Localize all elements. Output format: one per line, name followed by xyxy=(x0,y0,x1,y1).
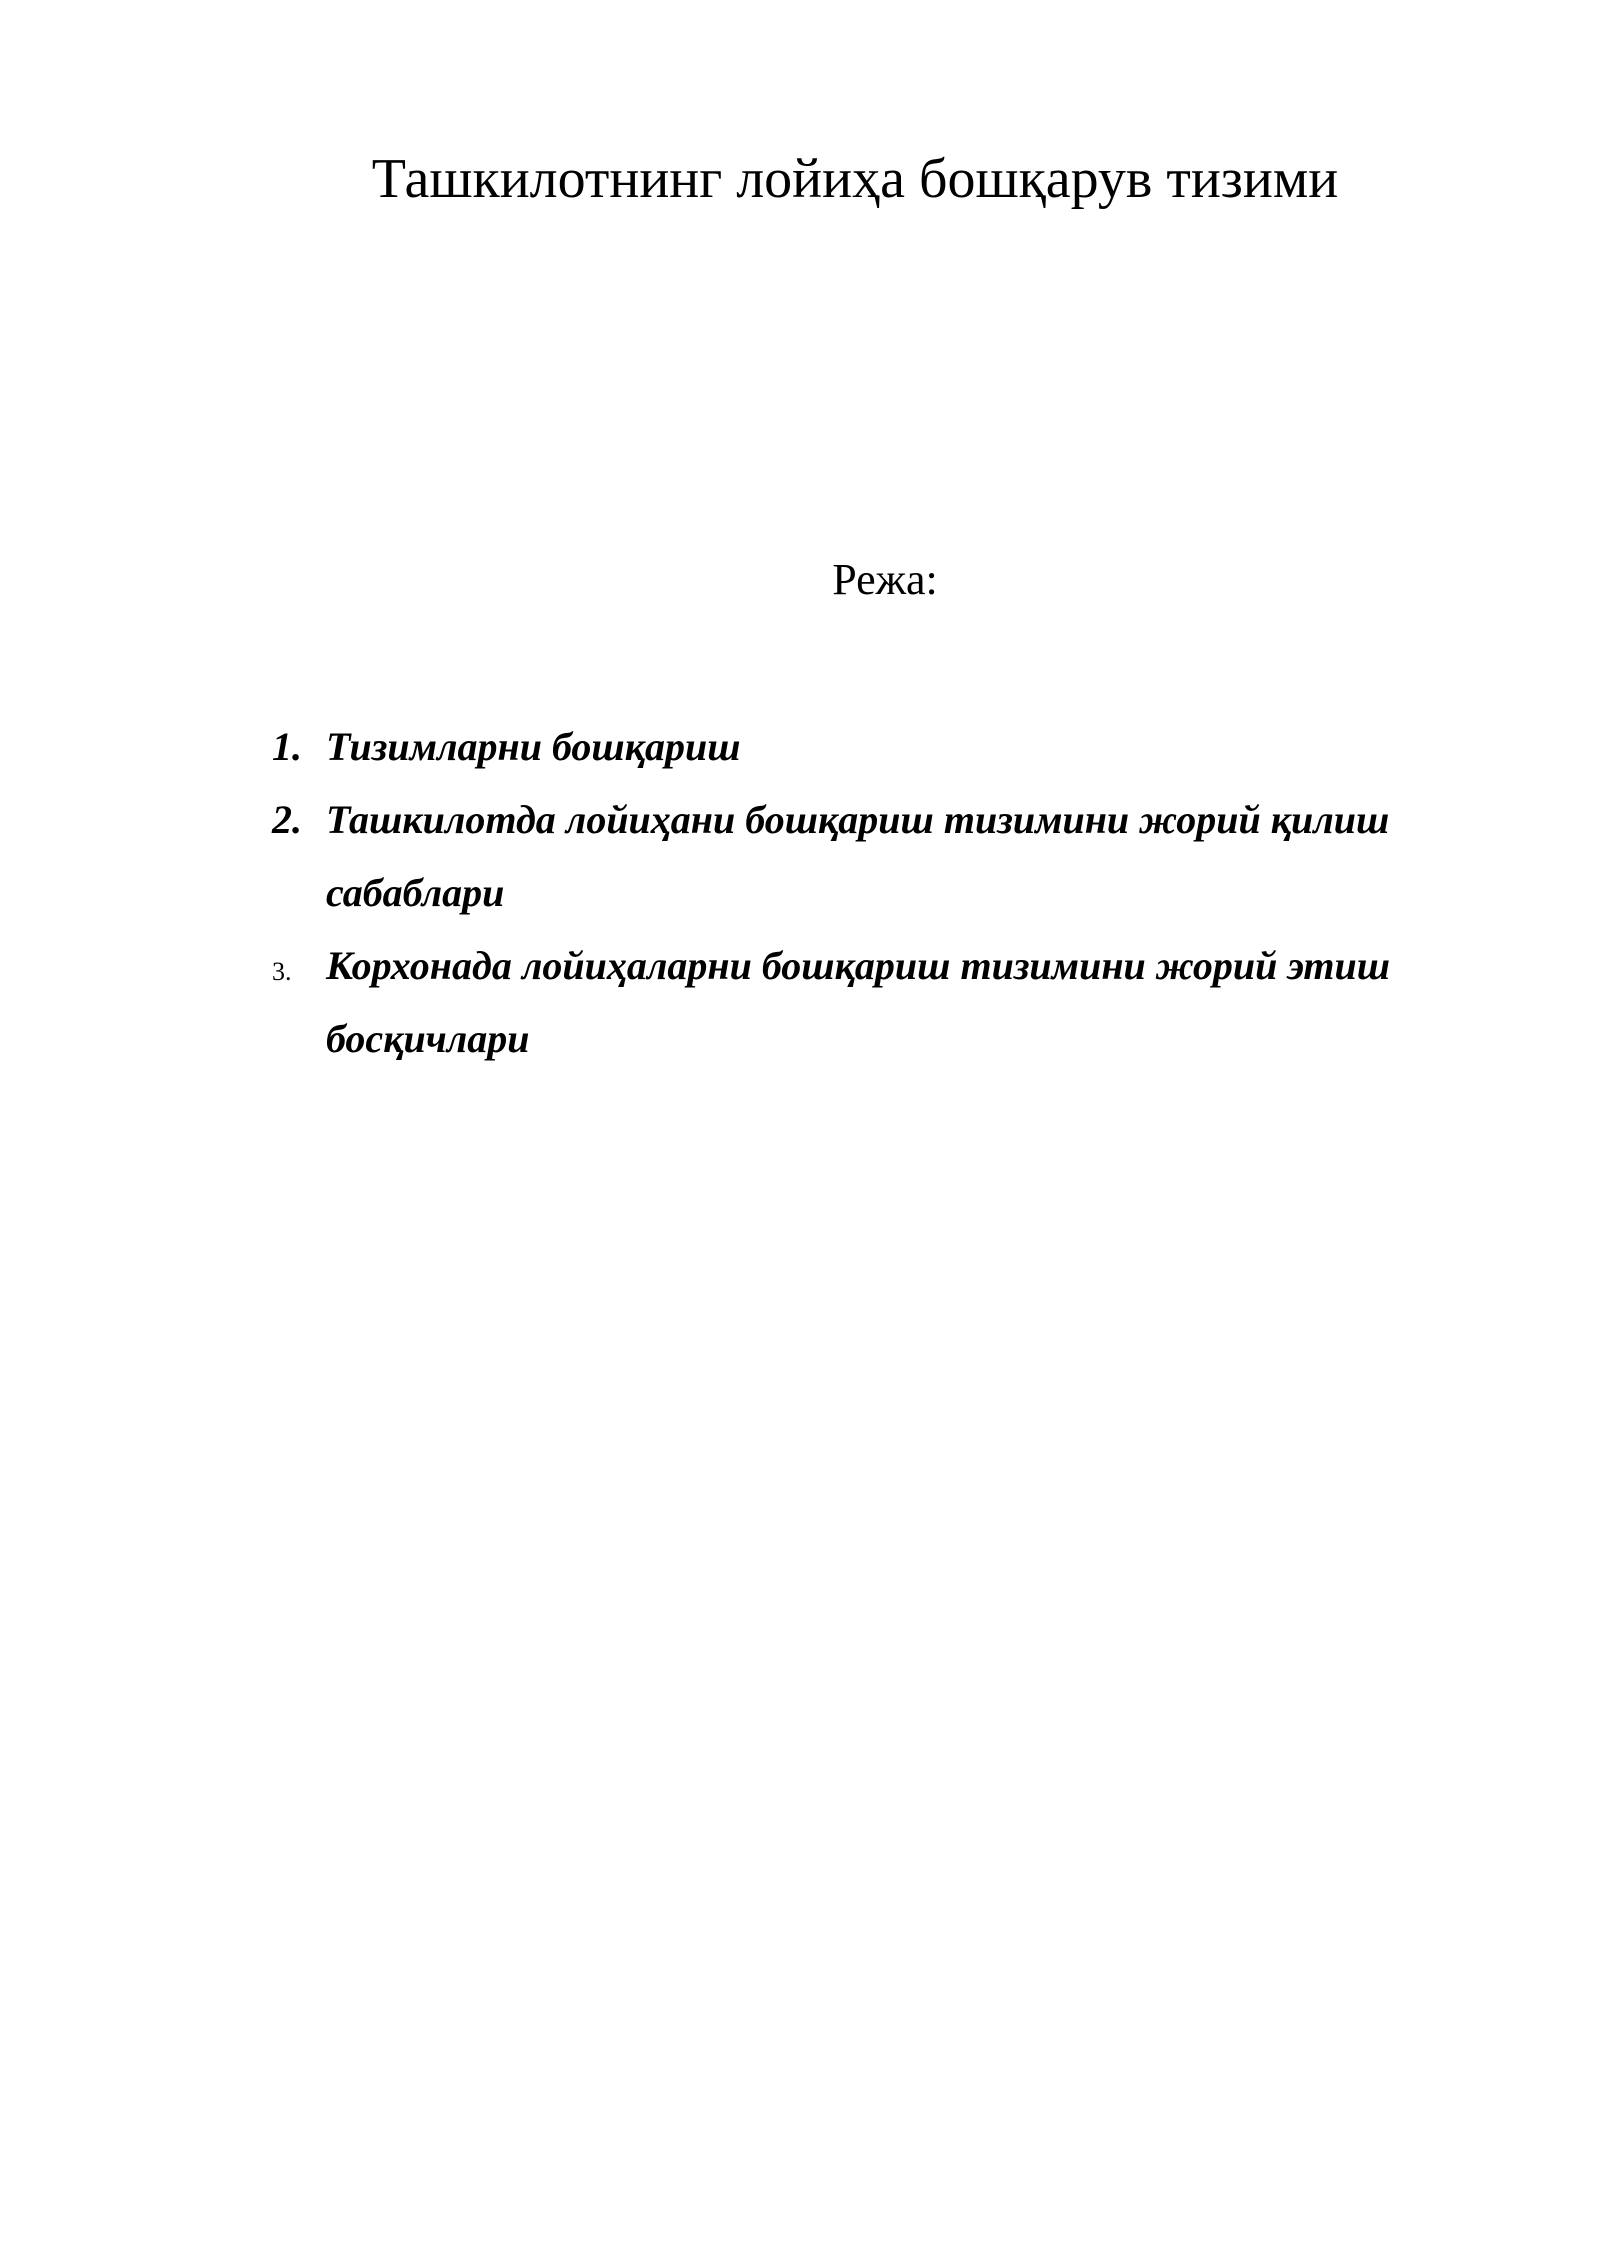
plan-item-text: Корхонада лойиҳаларни бошқариш тизимини жорий этиш xyxy=(326,943,1391,988)
plan-item-number: 2. xyxy=(272,797,302,842)
plan-item-text: Ташкилотда лойиҳани бошқариш тизимини жорий қилиш xyxy=(326,797,1390,842)
plan-item-text: Тизимларни бошқариш xyxy=(326,724,741,769)
plan-item-3 xyxy=(272,929,1502,1075)
plan-item-1 xyxy=(272,710,1502,783)
plan-item-text-continued: сабаблари xyxy=(326,870,505,915)
plan-item-text-continued: босқичлари xyxy=(326,1016,530,1061)
plan-item-number: 1. xyxy=(272,724,302,769)
plan-heading: Режа: xyxy=(832,555,938,604)
document-title: Ташкилотнинг лойиҳа бошқарув тизими xyxy=(371,148,1339,210)
plan-list xyxy=(272,710,1502,1075)
plan-item-number: 3. xyxy=(272,957,292,986)
plan-item-2 xyxy=(272,783,1502,929)
